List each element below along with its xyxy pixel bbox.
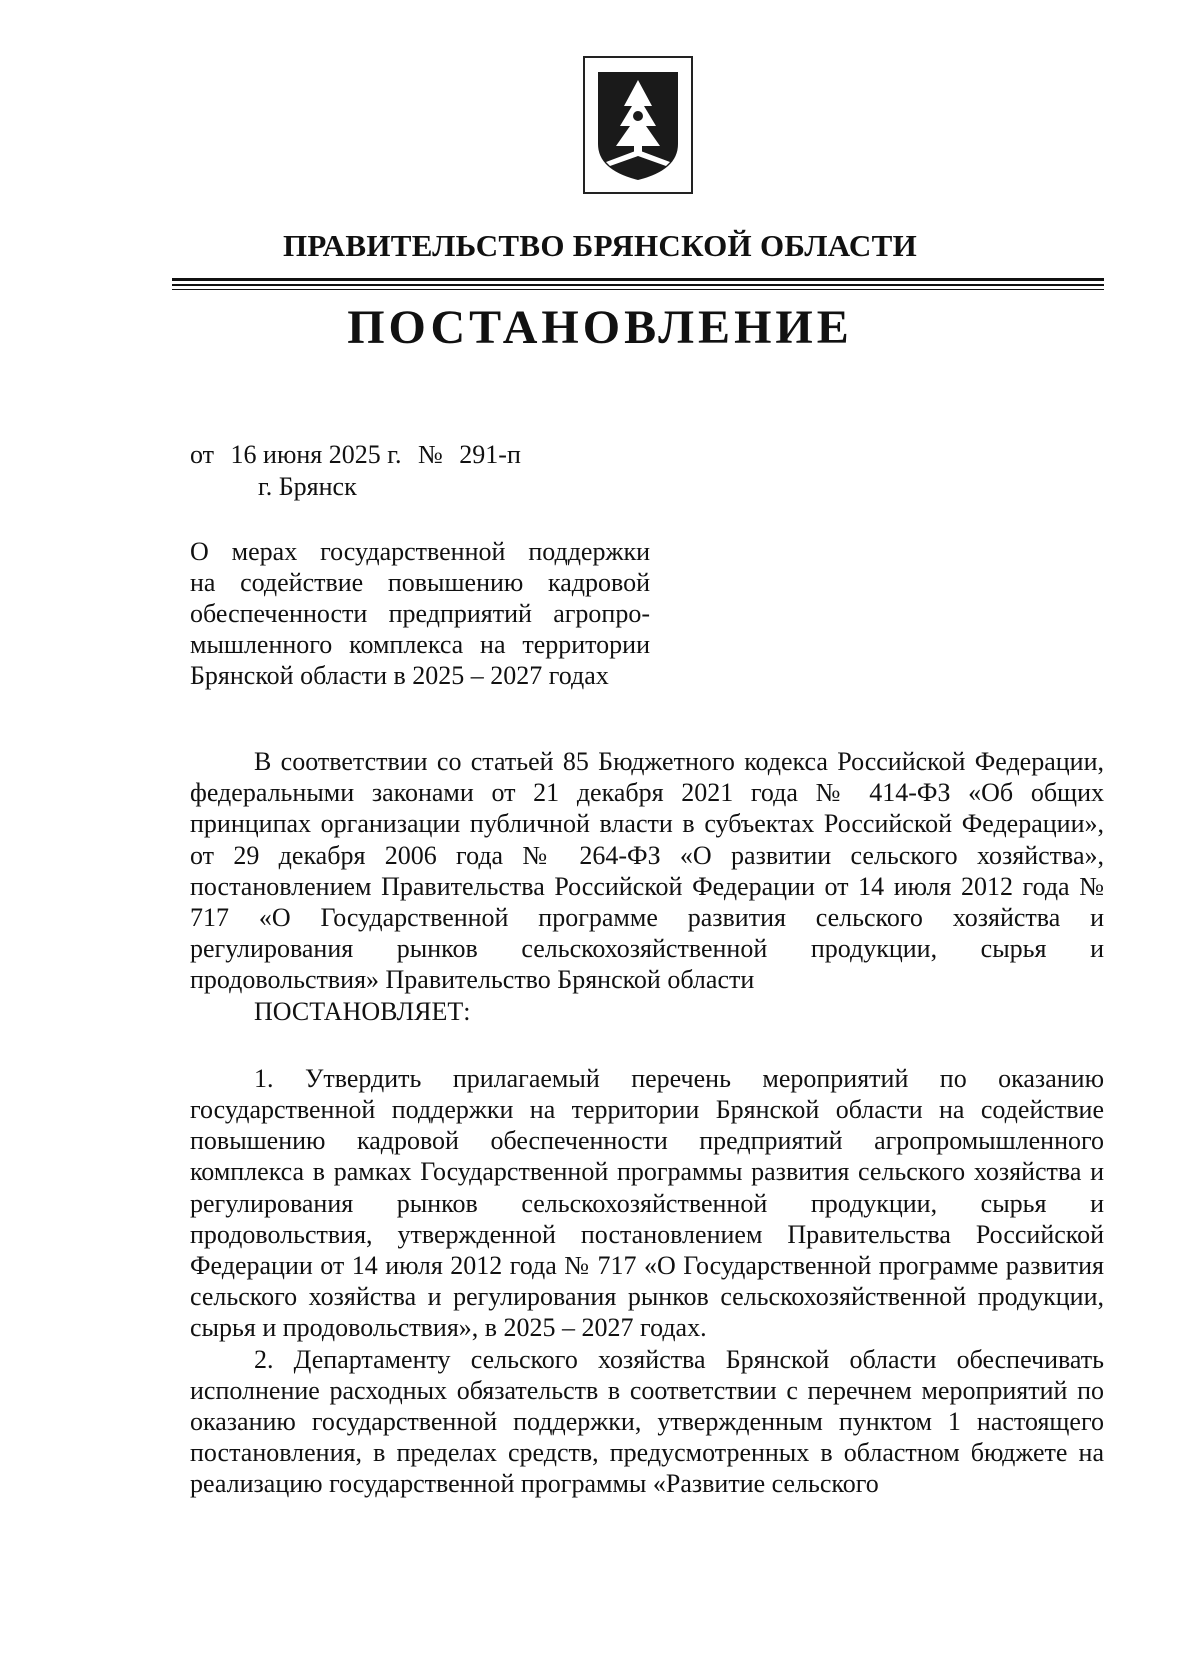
subject-line: Брянской области в 2025 – 2027 годах — [190, 661, 609, 690]
document-subject — [190, 536, 650, 691]
document-type-heading: ПОСТАНОВЛЕНИЕ — [347, 301, 853, 354]
date-number-line — [190, 440, 531, 470]
number-sign: № — [417, 440, 443, 469]
paragraph-gap — [190, 1027, 1104, 1063]
subject-line: О мерах государственной поддержки — [190, 537, 650, 566]
document-number: 291-п — [459, 440, 521, 469]
document-date: 16 июня 2025 г. — [230, 440, 402, 469]
resolve-word: ПОСТАНОВЛЯЕТ: — [254, 996, 471, 1026]
coat-of-arms-graphic — [592, 66, 684, 184]
clause-2: 2. Департаменту сельского хозяйства Брянской области обеспечивать исполнение расходных обязательств в соответствии с перечнем мероприятий по оказанию государственной поддержки, утвержденным пунктом 1 настоящего постановления, в пределах средств, предусмотренных в областном бюджете на реализацию государственной программы «Развитие сельского — [190, 1344, 1104, 1499]
document-body — [190, 746, 1104, 1500]
city-name: г. Брянск — [258, 472, 357, 501]
subject-line: на содействие повышению кадровой — [190, 568, 650, 597]
preamble-paragraph: В соответствии со статьей 85 Бюджетного кодекса Российской Федерации, федеральными законами от 21 декабря 2021 года № 414-ФЗ «Об общих принципах организации публичной власти в субъектах Российской Федерации», от 29 декабря 2006 года № 264-ФЗ «О развитии сельского хозяйства», постановлением Правительства Российской Федерации от 14 июля 2012 года № 717 «О Государственной программе развития сельского хозяйства и регулирования рынков сельскохозяйственной продукции, сырья и продовольствия» Правительство Брянской области — [190, 747, 1104, 995]
title-rule-middle — [172, 284, 1104, 286]
government-title: ПРАВИТЕЛЬСТВО БРЯНСКОЙ ОБЛАСТИ — [282, 228, 918, 263]
title-rule-thick — [172, 278, 1104, 281]
subject-line: обеспеченности предприятий агропро- — [190, 599, 650, 628]
coat-of-arms-icon — [583, 56, 693, 194]
title-rule-thin — [172, 289, 1104, 290]
subject-line: мышленного комплекса на территории — [190, 630, 650, 659]
clause-1: 1. Утвердить прилагаемый перечень мероприятий по оказанию государственной поддержки на территории Брянской области на содействие повышению кадровой обеспеченности предприятий агропромышленного комплекса в рамках Государственной программы развития сельского хозяйства и регулирования рынков сельскохозяйственной продукции, сырья и продовольствия, утвержденной постановлением Правительства Российской Федерации от 14 июля 2012 года № 717 «О Государственной программе развития сельского хозяйства и регулирования рынков сельскохозяйственной продукции, сырья и продовольствия», в 2025 – 2027 годах. — [190, 1063, 1104, 1343]
date-prefix: от — [190, 440, 215, 469]
